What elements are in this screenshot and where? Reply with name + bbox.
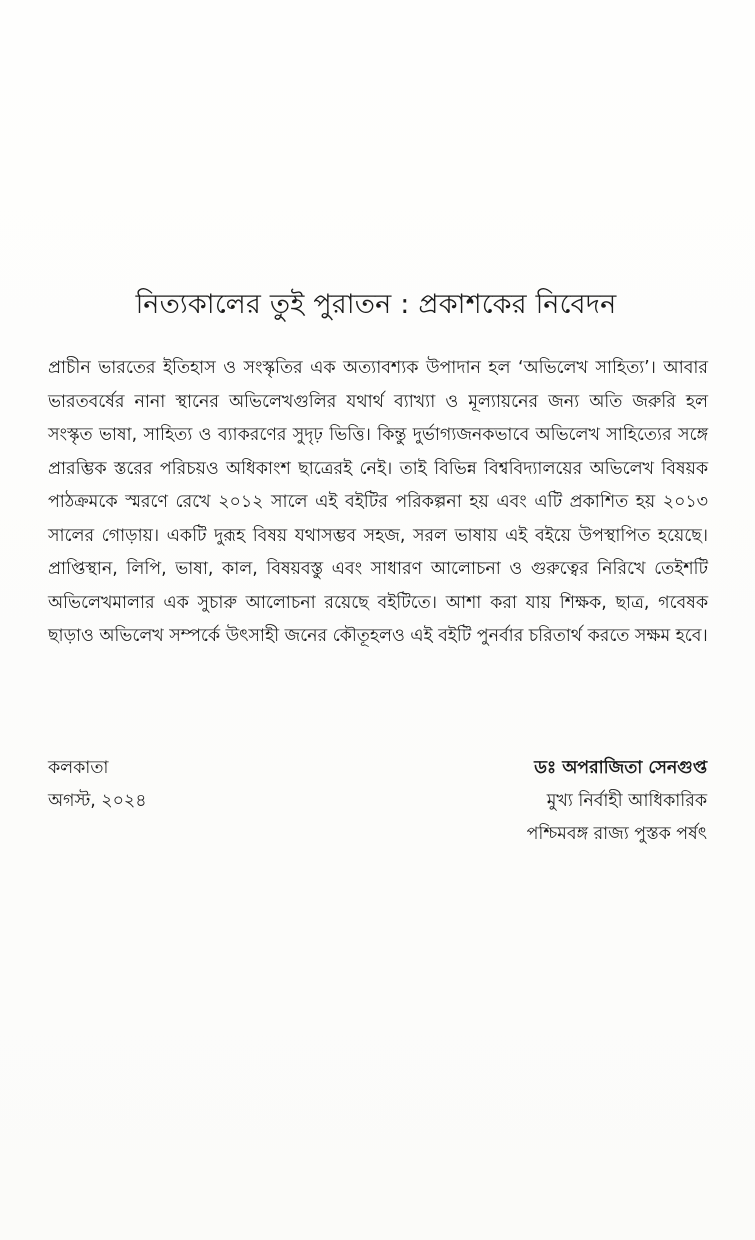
date-label: অগস্ট, ২০২৪ <box>48 791 147 811</box>
page-title: নিত্যকালের তুই পুরাতন : প্রকাশকের নিবেদন <box>135 289 617 320</box>
body-paragraph: প্রাচীন ভারতের ইতিহাস ও সংস্কৃতির এক অত্যাবশ্যক উপাদান হল ‘অভিলেখ সাহিত্য’। আবার ভারতবর্ষের নানা স্থানের অভিলেখগুলির যথার্থ ব্যাখ্যা ও মূল্যায়নের জন্য অতি জরুরি হল সংস্কৃত ভাষা, সাহিত্য ও ব্যাকরণের সুদৃঢ় ভিত্তি। কিন্তু দুর্ভাগ্যজনকভাবে অভিলেখ সাহিত্যের সঙ্গে প্রারম্ভিক স্তরের পরিচয়ও অধিকাংশ ছাত্রেরই নেই। তাই বিভিন্ন বিশ্ববিদ্যালয়ের অভিলেখ বিষয়ক পাঠক্রমকে স্মরণে রেখে ২০১২ সালে এই বইটির পরিকল্পনা হয় এবং এটি প্রকাশিত হয় ২০১৩ সালের গোড়ায়। একটি দুরূহ বিষয় যথাসম্ভব সহজ, সরল ভাষায় এই বইয়ে উপস্থাপিত হয়েছে। প্রাপ্তিস্থান, লিপি, ভাষা, কাল, বিষয়বস্তু এবং সাধারণ আলোচনা ও গুরুত্বের নিরিখে তেইশটি অভিলেখমালার এক সুচারু আলোচনা রয়েছে বইটিতে। আশা করা যায় শিক্ষক, ছাত্র, গবেষক ছাড়াও অভিলেখ সম্পর্কে উৎসাহী জনের কৌতূহলও এই বইটি পুনর্বার চরিতার্থ করতে সক্ষম হবে। <box>48 358 708 646</box>
signatory-name: ডঃ অপরাজিতা সেনগুপ্ত <box>534 758 707 778</box>
signature-block <box>527 752 707 851</box>
signatory-designation: মুখ্য নির্বাহী আধিকারিক <box>546 791 707 811</box>
place-label: কলকাতা <box>48 758 109 778</box>
signatory-organization: পশ্চিমবঙ্গ রাজ্য পুস্তক পর্ষৎ <box>526 824 707 844</box>
